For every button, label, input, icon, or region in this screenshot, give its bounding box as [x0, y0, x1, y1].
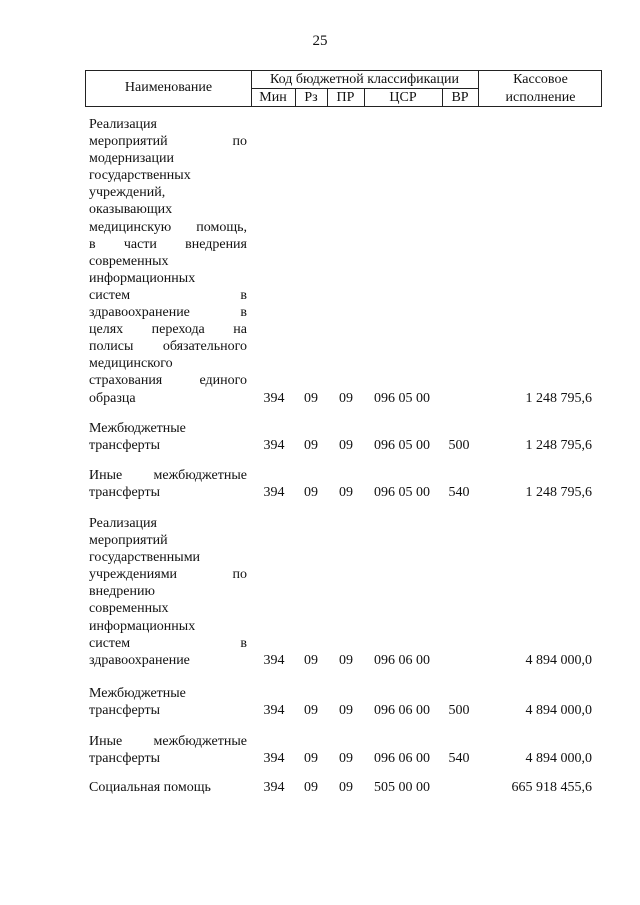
header-min: Мин	[259, 90, 287, 105]
row-name-line: государственными	[89, 550, 201, 566]
row-name-line: трансферты	[89, 751, 161, 767]
header-pr: ПР	[336, 90, 355, 105]
cell-sum: 1 248 795,6	[525, 438, 592, 453]
cell-min: 394	[263, 780, 285, 795]
table-row	[0, 467, 640, 501]
row-name-line: медицинского	[89, 356, 173, 372]
cell-pr: 09	[339, 751, 353, 766]
cell-csr: 096 06 00	[374, 653, 430, 668]
cell-rz: 09	[304, 653, 318, 668]
cell-rz: 09	[304, 485, 318, 500]
row-name-line: Иные межбюджетные	[89, 468, 247, 483]
row-name-line: Реализация	[89, 516, 157, 531]
row-name-line: мероприятий по	[89, 134, 247, 150]
row-name-line: современных	[89, 601, 169, 617]
cell-vr: 500	[448, 703, 470, 718]
row-name	[89, 779, 247, 796]
cell-pr: 09	[339, 780, 353, 795]
row-name-line: модернизации	[89, 151, 174, 167]
cell-sum: 4 894 000,0	[525, 703, 592, 718]
row-name-line: Реализация	[89, 117, 157, 132]
row-name	[89, 733, 247, 767]
cell-rz: 09	[304, 780, 318, 795]
row-name-line: трансферты	[89, 438, 161, 454]
header-vr: ВР	[451, 90, 469, 105]
row-name	[89, 467, 247, 501]
table-row	[0, 515, 640, 669]
row-name-line: Социальная помощь	[89, 780, 211, 795]
row-name-line: информационных	[89, 618, 196, 634]
cell-min: 394	[263, 703, 285, 718]
row-name-line: мероприятий	[89, 533, 168, 549]
table-row	[0, 420, 640, 454]
row-name-line: систем в	[89, 635, 247, 651]
header-rz: Рз	[304, 90, 318, 105]
cell-vr: 500	[448, 438, 470, 453]
row-name-line: внедрению	[89, 584, 155, 600]
cell-csr: 505 00 00	[374, 780, 430, 795]
table-header	[85, 70, 602, 107]
header-name: Наименование	[124, 80, 213, 95]
row-name-line: трансферты	[89, 703, 161, 719]
table-row	[0, 685, 640, 719]
cell-sum: 1 248 795,6	[525, 485, 592, 500]
row-name-line: целях перехода на	[89, 322, 247, 338]
cell-rz: 09	[304, 751, 318, 766]
row-name	[89, 116, 247, 407]
cell-min: 394	[263, 438, 285, 453]
table-row	[0, 116, 640, 407]
table-row	[0, 733, 640, 767]
cell-min: 394	[263, 653, 285, 668]
row-name-line: страхования единого	[89, 373, 247, 389]
header-exec-line2: исполнение	[505, 90, 576, 105]
row-name-line: учреждений,	[89, 185, 166, 201]
cell-sum: 1 248 795,6	[525, 391, 592, 406]
cell-sum: 665 918 455,6	[511, 780, 592, 795]
cell-min: 394	[263, 751, 285, 766]
row-name-line: медицинскую помощь,	[89, 219, 247, 235]
cell-sum: 4 894 000,0	[525, 751, 592, 766]
row-name-line: Иные межбюджетные	[89, 734, 247, 749]
row-name-line: учреждениями по	[89, 567, 247, 583]
cell-pr: 09	[339, 703, 353, 718]
row-name-line: трансферты	[89, 485, 161, 501]
header-exec-line1: Кассовое	[513, 72, 568, 87]
row-name-line: государственных	[89, 168, 191, 184]
cell-csr: 096 06 00	[374, 703, 430, 718]
row-name-line: Межбюджетные	[89, 686, 186, 701]
cell-pr: 09	[339, 485, 353, 500]
row-name-line: оказывающих	[89, 202, 173, 218]
row-name-line: полисы обязательного	[89, 339, 247, 355]
row-name-line: образца	[89, 390, 136, 406]
row-name-line: систем в	[89, 287, 247, 303]
row-name-line: современных	[89, 253, 169, 269]
row-name	[89, 420, 247, 454]
row-name-line: здравоохранение	[89, 652, 190, 668]
header-code-group: Код бюджетной классификации	[270, 72, 459, 87]
cell-min: 394	[263, 391, 285, 406]
cell-min: 394	[263, 485, 285, 500]
header-csr: ЦСР	[389, 90, 417, 105]
cell-csr: 096 05 00	[374, 391, 430, 406]
cell-vr: 540	[448, 485, 470, 500]
cell-pr: 09	[339, 653, 353, 668]
table-row	[0, 779, 640, 796]
row-name-line: здравоохранение в	[89, 305, 247, 321]
page-number: 25	[312, 33, 328, 49]
row-name-line: в части внедрения	[89, 236, 247, 252]
cell-pr: 09	[339, 438, 353, 453]
cell-rz: 09	[304, 438, 318, 453]
cell-csr: 096 05 00	[374, 438, 430, 453]
cell-sum: 4 894 000,0	[525, 653, 592, 668]
cell-rz: 09	[304, 703, 318, 718]
cell-rz: 09	[304, 391, 318, 406]
cell-pr: 09	[339, 391, 353, 406]
row-name-line: информационных	[89, 270, 196, 286]
row-name-line: Межбюджетные	[89, 421, 186, 436]
cell-vr: 540	[448, 751, 470, 766]
row-name	[89, 515, 247, 669]
cell-csr: 096 05 00	[374, 485, 430, 500]
row-name	[89, 685, 247, 719]
cell-csr: 096 06 00	[374, 751, 430, 766]
